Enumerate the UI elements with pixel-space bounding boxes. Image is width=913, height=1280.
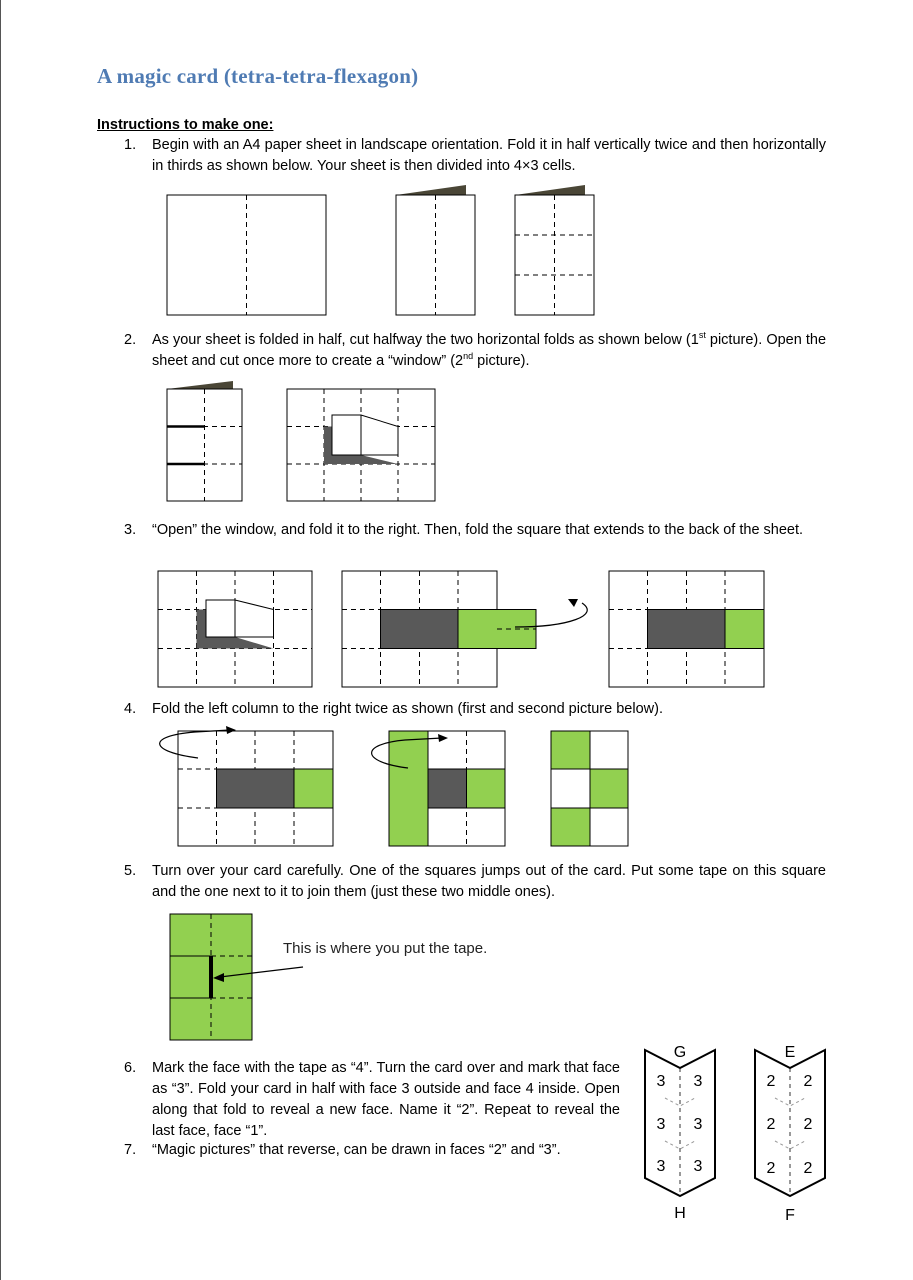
face-number: 2 xyxy=(766,1116,776,1133)
step-text: Fold the left column to the right twice as shown (first and second picture below). xyxy=(152,701,663,717)
sheet-folded-half xyxy=(396,185,475,315)
step-text: Mark the face with the tape as “4”. Turn the card over and mark that face as “3”. Fold your card in half with face 3 outside and face 4 inside. Open along that fold to reveal a new face. Name it “2”. Repeat to reveal the last face, face “1”. xyxy=(152,1060,620,1139)
step-1-figures xyxy=(160,180,610,320)
superscript: st xyxy=(698,330,706,341)
face-number: 3 xyxy=(693,1116,703,1133)
sheet-landscape xyxy=(167,195,326,315)
flexagon-label-bottom: F xyxy=(785,1207,795,1224)
step-text: Begin with an A4 paper sheet in landscape orientation. Fold it in half vertically twice and then horizontally in thirds as shown below. Your sheet is then divided into 4×3 cells. xyxy=(152,137,826,174)
green-card-with-tape xyxy=(170,914,303,1040)
face-number: 3 xyxy=(693,1158,703,1175)
instructions-heading: Instructions to make one: xyxy=(97,117,274,133)
fold-left-column-first xyxy=(160,726,333,846)
step-6 xyxy=(124,1058,620,1142)
step-2-figures xyxy=(160,375,450,505)
step-text: Turn over your card carefully. One of the squares jumps out of the card. Put some tape on this square and the one next to it to join them (just these two middle ones). xyxy=(152,863,826,900)
flexagon-face-3 xyxy=(645,1044,715,1222)
step-number: 6. xyxy=(124,1060,137,1076)
step-number: 3. xyxy=(124,522,137,538)
step-4 xyxy=(124,699,826,720)
face-number: 2 xyxy=(766,1073,776,1090)
step-text: As your sheet is folded in half, cut halfway the two horizontal folds as shown below (1 xyxy=(152,332,699,348)
face-number: 2 xyxy=(803,1160,813,1177)
step-3 xyxy=(124,520,826,541)
step-text: “Magic pictures” that reverse, can be drawn in faces “2” and “3”. xyxy=(152,1142,561,1158)
step-4-figures xyxy=(150,722,640,852)
flexagon-label-top: E xyxy=(784,1044,796,1061)
step-number: 1. xyxy=(124,137,137,153)
flexagon-label-top: G xyxy=(673,1044,687,1061)
face-number: 2 xyxy=(803,1073,813,1090)
flexagon-diagrams xyxy=(635,1038,835,1228)
flexagon-face-2 xyxy=(755,1044,825,1224)
step-5-figure xyxy=(160,905,310,1045)
step-text: “Open” the window, and fold it to the right. Then, fold the square that extends to the back of the sheet. xyxy=(152,522,804,538)
step-number: 2. xyxy=(124,332,137,348)
step-number: 7. xyxy=(124,1142,137,1158)
window-folded-right xyxy=(342,571,587,687)
sheet-with-window xyxy=(287,389,435,501)
checkerboard-result xyxy=(551,731,628,846)
step-2 xyxy=(124,330,827,372)
page-edge xyxy=(0,0,1,1280)
flexagon-label-bottom: H xyxy=(674,1205,686,1222)
step-5 xyxy=(124,861,826,903)
step-text: picture). xyxy=(473,353,530,369)
step-7 xyxy=(124,1140,672,1161)
face-number: 3 xyxy=(656,1158,666,1175)
fold-left-column-second xyxy=(372,731,505,846)
square-folded-back xyxy=(609,571,764,687)
step-3-figures xyxy=(150,565,770,695)
superscript: nd xyxy=(463,351,474,362)
sheet-half-cut xyxy=(167,381,242,501)
page-title: A magic card (tetra-tetra-flexagon) xyxy=(97,64,419,88)
step-text: picture). Open the sheet and cut once more to create a “window” (2 xyxy=(152,332,827,369)
face-number: 3 xyxy=(656,1073,666,1090)
step-number: 4. xyxy=(124,701,137,717)
window-open xyxy=(158,571,312,687)
sheet-folded-thirds xyxy=(515,185,594,315)
step-number: 5. xyxy=(124,863,137,879)
face-number: 2 xyxy=(766,1160,776,1177)
face-number: 3 xyxy=(693,1073,703,1090)
step-1 xyxy=(124,135,826,177)
tape-annotation: This is where you put the tape. xyxy=(283,940,488,957)
face-number: 3 xyxy=(656,1116,666,1133)
face-number: 2 xyxy=(803,1116,813,1133)
